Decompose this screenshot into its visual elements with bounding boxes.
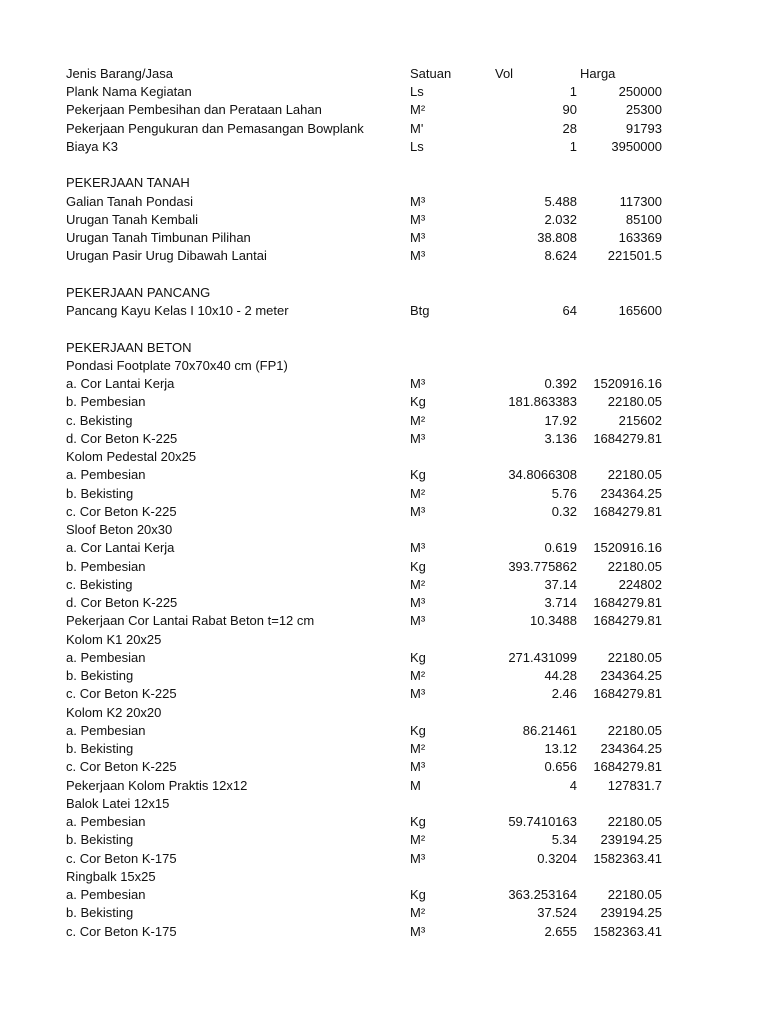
table-row — [0, 777, 768, 795]
item-unit: Kg — [410, 467, 426, 483]
table-row — [0, 193, 768, 211]
item-price: 1582363.41 — [593, 923, 662, 939]
table-row — [0, 211, 768, 229]
item-description: b. Bekisting — [66, 485, 134, 501]
item-unit: M³ — [410, 503, 426, 519]
item-volume: 64 — [562, 303, 577, 319]
item-price: 1520916.16 — [593, 376, 662, 392]
item-description: a. Pembesian — [66, 887, 146, 903]
table-row — [0, 393, 768, 411]
item-price: 234364.25 — [600, 485, 662, 501]
table-row — [0, 722, 768, 740]
table-row — [0, 229, 768, 247]
table-row — [0, 740, 768, 758]
table-row — [0, 247, 768, 265]
header-price: Harga — [580, 66, 616, 81]
item-volume: 0.32 — [551, 503, 577, 519]
table-row — [0, 704, 768, 722]
item-description: c. Bekisting — [66, 412, 133, 428]
item-price: 91793 — [625, 120, 662, 136]
item-unit: Kg — [410, 649, 426, 665]
item-volume: 17.92 — [544, 412, 577, 428]
item-price: 127831.7 — [607, 777, 662, 793]
item-volume: 90 — [562, 102, 577, 118]
table-row — [0, 521, 768, 539]
item-price: 250000 — [618, 84, 662, 100]
table-row — [0, 831, 768, 849]
item-volume: 59.7410163 — [508, 814, 577, 830]
item-price: 85100 — [625, 211, 662, 227]
table-row — [0, 612, 768, 630]
header-vol: Vol — [495, 66, 514, 81]
item-description: PEKERJAAN BETON — [66, 339, 192, 355]
item-description: a. Cor Lantai Kerja — [66, 540, 175, 556]
item-description: Kolom Pedestal 20x25 — [66, 449, 197, 465]
item-price: 1520916.16 — [593, 540, 662, 556]
item-volume: 3.714 — [544, 595, 577, 611]
item-description: d. Cor Beton K-225 — [66, 595, 178, 611]
table-row — [0, 503, 768, 521]
table-row — [0, 302, 768, 320]
item-description: a. Pembesian — [66, 649, 146, 665]
table-row — [0, 631, 768, 649]
item-description: a. Cor Lantai Kerja — [66, 376, 175, 392]
table-row — [0, 357, 768, 375]
item-unit: M² — [410, 905, 426, 921]
item-description: Pekerjaan Pembesihan dan Perataan Lahan — [66, 102, 322, 118]
item-unit: M³ — [410, 595, 426, 611]
item-volume: 5.76 — [551, 485, 577, 501]
item-unit: M³ — [410, 230, 426, 246]
item-price: 1582363.41 — [593, 850, 662, 866]
item-description: c. Cor Beton K-175 — [66, 850, 177, 866]
item-description: b. Bekisting — [66, 905, 134, 921]
table-row — [0, 685, 768, 703]
table-row — [0, 539, 768, 557]
item-unit: Ls — [410, 84, 424, 100]
item-unit: M² — [410, 668, 426, 684]
item-volume: 10.3488 — [530, 613, 577, 629]
item-volume: 5.488 — [544, 193, 577, 209]
item-unit: Btg — [410, 303, 430, 319]
header-unit: Satuan — [410, 66, 452, 81]
item-volume: 5.34 — [551, 832, 577, 848]
item-unit: M³ — [410, 686, 426, 702]
table-row — [0, 795, 768, 813]
item-description: a. Pembesian — [66, 814, 146, 830]
item-description: PEKERJAAN TANAH — [66, 175, 190, 191]
item-unit: M' — [410, 120, 424, 136]
item-price: 1684279.81 — [593, 686, 662, 702]
item-volume: 13.12 — [544, 741, 577, 757]
item-unit: M² — [410, 485, 426, 501]
item-price: 165600 — [618, 303, 662, 319]
item-unit: M² — [410, 832, 426, 848]
table-row — [0, 83, 768, 101]
item-unit: M³ — [410, 211, 426, 227]
item-description: b. Bekisting — [66, 668, 134, 684]
table-row — [0, 594, 768, 612]
item-description: b. Bekisting — [66, 832, 134, 848]
item-volume: 0.619 — [544, 540, 577, 556]
item-price: 239194.25 — [600, 832, 662, 848]
item-description: Pekerjaan Kolom Praktis 12x12 — [66, 777, 248, 793]
item-description: PEKERJAAN PANCANG — [66, 284, 211, 300]
item-price: 224802 — [618, 576, 662, 592]
item-volume: 363.253164 — [508, 887, 577, 903]
item-volume: 2.655 — [544, 923, 577, 939]
item-unit: M² — [410, 102, 426, 118]
item-volume: 8.624 — [544, 248, 577, 264]
item-unit: M² — [410, 741, 426, 757]
item-unit: M³ — [410, 376, 426, 392]
item-volume: 3.136 — [544, 430, 577, 446]
item-volume: 0.656 — [544, 759, 577, 775]
table-row — [0, 266, 768, 284]
item-price: 1684279.81 — [593, 613, 662, 629]
item-unit: Kg — [410, 394, 426, 410]
table-row — [0, 156, 768, 174]
table-row — [0, 101, 768, 119]
item-unit: M³ — [410, 613, 426, 629]
item-price: 22180.05 — [607, 558, 662, 574]
item-volume: 86.21461 — [522, 722, 577, 738]
item-price: 234364.25 — [600, 668, 662, 684]
item-volume: 0.3204 — [537, 850, 577, 866]
table-row — [0, 320, 768, 338]
table-row — [0, 923, 768, 941]
item-volume: 0.392 — [544, 376, 577, 392]
item-description: c. Cor Beton K-225 — [66, 686, 177, 702]
item-volume: 37.14 — [544, 576, 577, 592]
item-description: Ringbalk 15x25 — [66, 868, 156, 884]
item-description: Pekerjaan Cor Lantai Rabat Beton t=12 cm — [66, 613, 315, 629]
header-row — [0, 65, 768, 83]
item-description: c. Cor Beton K-225 — [66, 759, 177, 775]
item-unit: M³ — [410, 540, 426, 556]
table-row — [0, 375, 768, 393]
item-price: 22180.05 — [607, 467, 662, 483]
table-row — [0, 138, 768, 156]
item-price: 22180.05 — [607, 887, 662, 903]
item-price: 3950000 — [611, 138, 662, 154]
item-description: Balok Latei 12x15 — [66, 795, 170, 811]
item-price: 22180.05 — [607, 814, 662, 830]
item-unit: Ls — [410, 138, 424, 154]
item-price: 22180.05 — [607, 722, 662, 738]
table-row — [0, 174, 768, 192]
item-price: 117300 — [619, 193, 662, 209]
item-unit: M³ — [410, 850, 426, 866]
item-price: 234364.25 — [600, 741, 662, 757]
item-description: Galian Tanah Pondasi — [66, 193, 193, 209]
table-row — [0, 448, 768, 466]
item-description: Sloof Beton 20x30 — [66, 522, 173, 538]
table-row — [0, 485, 768, 503]
table-row — [0, 430, 768, 448]
table-row — [0, 412, 768, 430]
item-price: 1684279.81 — [593, 759, 662, 775]
item-volume: 393.775862 — [508, 558, 577, 574]
table-row — [0, 904, 768, 922]
table-row — [0, 120, 768, 138]
item-price: 1684279.81 — [593, 595, 662, 611]
item-unit: Kg — [410, 887, 426, 903]
item-volume: 1 — [569, 84, 577, 100]
table-row — [0, 813, 768, 831]
item-description: Pondasi Footplate 70x70x40 cm (FP1) — [66, 357, 288, 373]
item-description: b. Pembesian — [66, 394, 146, 410]
item-description: Pancang Kayu Kelas I 10x10 - 2 meter — [66, 303, 289, 319]
item-description: Biaya K3 — [66, 138, 119, 154]
item-unit: M³ — [410, 923, 426, 939]
item-price: 25300 — [625, 102, 662, 118]
table-row — [0, 558, 768, 576]
item-description: Plank Nama Kegiatan — [66, 84, 192, 100]
table-row — [0, 667, 768, 685]
item-description: b. Pembesian — [66, 558, 146, 574]
item-volume: 44.28 — [544, 668, 577, 684]
item-price: 1684279.81 — [593, 503, 662, 519]
item-description: Pekerjaan Pengukuran dan Pemasangan Bowplank — [66, 120, 364, 136]
item-description: b. Bekisting — [66, 741, 134, 757]
item-description: Urugan Tanah Timbunan Pilihan — [66, 230, 251, 246]
item-price: 22180.05 — [607, 649, 662, 665]
item-unit: Kg — [410, 814, 426, 830]
item-description: a. Pembesian — [66, 722, 146, 738]
item-price: 239194.25 — [600, 905, 662, 921]
table-row — [0, 576, 768, 594]
table-row — [0, 850, 768, 868]
item-unit: M² — [410, 412, 426, 428]
table-row — [0, 758, 768, 776]
item-description: Urugan Pasir Urug Dibawah Lantai — [66, 248, 267, 264]
item-description: Urugan Tanah Kembali — [66, 211, 199, 227]
item-description: d. Cor Beton K-225 — [66, 430, 178, 446]
item-volume: 2.46 — [551, 686, 577, 702]
item-price: 22180.05 — [607, 394, 662, 410]
item-volume: 2.032 — [544, 211, 577, 227]
item-unit: M³ — [410, 248, 426, 264]
item-unit: M² — [410, 576, 426, 592]
item-description: c. Cor Beton K-225 — [66, 503, 177, 519]
item-volume: 38.808 — [537, 230, 577, 246]
item-price: 215602 — [618, 412, 662, 428]
table-row — [0, 868, 768, 886]
item-volume: 271.431099 — [508, 649, 577, 665]
header-item: Jenis Barang/Jasa — [66, 66, 173, 81]
item-volume: 34.8066308 — [508, 467, 577, 483]
table-row — [0, 339, 768, 357]
table-row — [0, 649, 768, 667]
item-volume: 181.863383 — [508, 394, 577, 410]
item-price: 221501.5 — [607, 248, 662, 264]
item-description: c. Bekisting — [66, 576, 133, 592]
item-description: Kolom K1 20x25 — [66, 631, 162, 647]
item-unit: M — [410, 777, 421, 793]
item-volume: 28 — [562, 120, 577, 136]
item-unit: M³ — [410, 193, 426, 209]
item-price: 1684279.81 — [593, 430, 662, 446]
item-description: a. Pembesian — [66, 467, 146, 483]
item-description: c. Cor Beton K-175 — [66, 923, 177, 939]
table-row — [0, 466, 768, 484]
item-unit: M³ — [410, 430, 426, 446]
item-volume: 37.524 — [537, 905, 577, 921]
item-description: Kolom K2 20x20 — [66, 704, 162, 720]
item-unit: Kg — [410, 722, 426, 738]
item-unit: Kg — [410, 558, 426, 574]
item-unit: M³ — [410, 759, 426, 775]
item-volume: 4 — [569, 777, 577, 793]
item-price: 163369 — [618, 230, 662, 246]
item-volume: 1 — [569, 138, 577, 154]
table-row — [0, 886, 768, 904]
table-row — [0, 284, 768, 302]
